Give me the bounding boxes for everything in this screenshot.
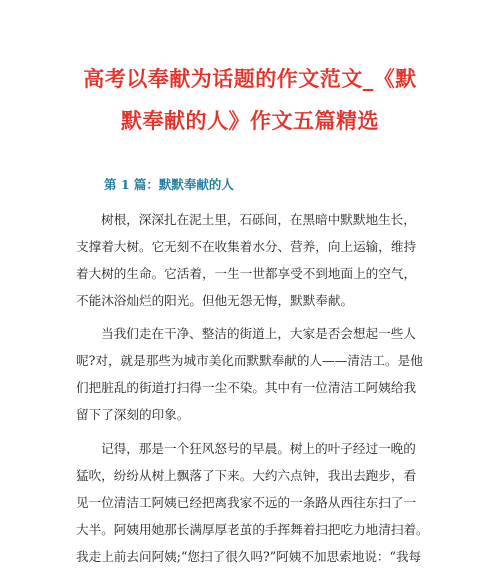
paragraph-line: 见一位清洁工阿姨已经把离我家不远的一条路从西往东扫了一 bbox=[76, 495, 417, 510]
paragraph-line: 猛吹，纷纷从树上飘落了下来。大约六点钟，我出去跑步，看 bbox=[76, 468, 417, 483]
paragraph-line: 不能沐浴灿烂的阳光。但他无怨无悔，默默奉献。 bbox=[76, 293, 354, 308]
document-title bbox=[40, 58, 460, 142]
paragraph-line: 们把脏乱的街道打扫得一尘不染。其中有一位清洁工阿姨给我 bbox=[76, 380, 417, 395]
section-heading: 第 1 篇：默默奉献的人 bbox=[104, 177, 234, 192]
paragraph-line: 支撑着大树。它无刻不在收集着水分、营养，向上运输，维持 bbox=[76, 239, 417, 254]
paragraph-line: 大半。阿姨用她那长满厚厚老茧的手挥舞着扫把吃力地清扫着。 bbox=[76, 522, 429, 537]
title-line: 高考以奉献为话题的作文范文_《默 bbox=[83, 67, 417, 91]
paragraph-line: 当我们走在干净、整洁的街道上，大家是否会想起一些人 bbox=[101, 326, 416, 341]
paragraph-2 bbox=[76, 320, 436, 428]
paragraph-line: 着大树的生命。它活着，一生一世都享受不到地面上的空气， bbox=[76, 266, 417, 281]
paragraph-line: 我走上前去问阿姨;“您扫了很久吗?”阿姨不加思索地说：“我每 bbox=[76, 549, 422, 564]
paragraph-3 bbox=[76, 435, 436, 570]
paragraph-line: 留下了深刻的印象。 bbox=[76, 407, 190, 422]
paragraph-line: 树根，深深扎在泥土里，石砾间，在黑暗中默默地生长， bbox=[101, 212, 416, 227]
title-line: 默奉献的人》作文五篇精选 bbox=[121, 109, 379, 133]
paragraph-line: 呢?对，就是那些为城市美化而默默奉献的人——清洁工。是他 bbox=[76, 353, 423, 368]
paragraph-1 bbox=[76, 206, 436, 314]
paragraph-line: 记得，那是一个狂风怒号的早晨。树上的叶子经过一晚的 bbox=[101, 441, 416, 456]
